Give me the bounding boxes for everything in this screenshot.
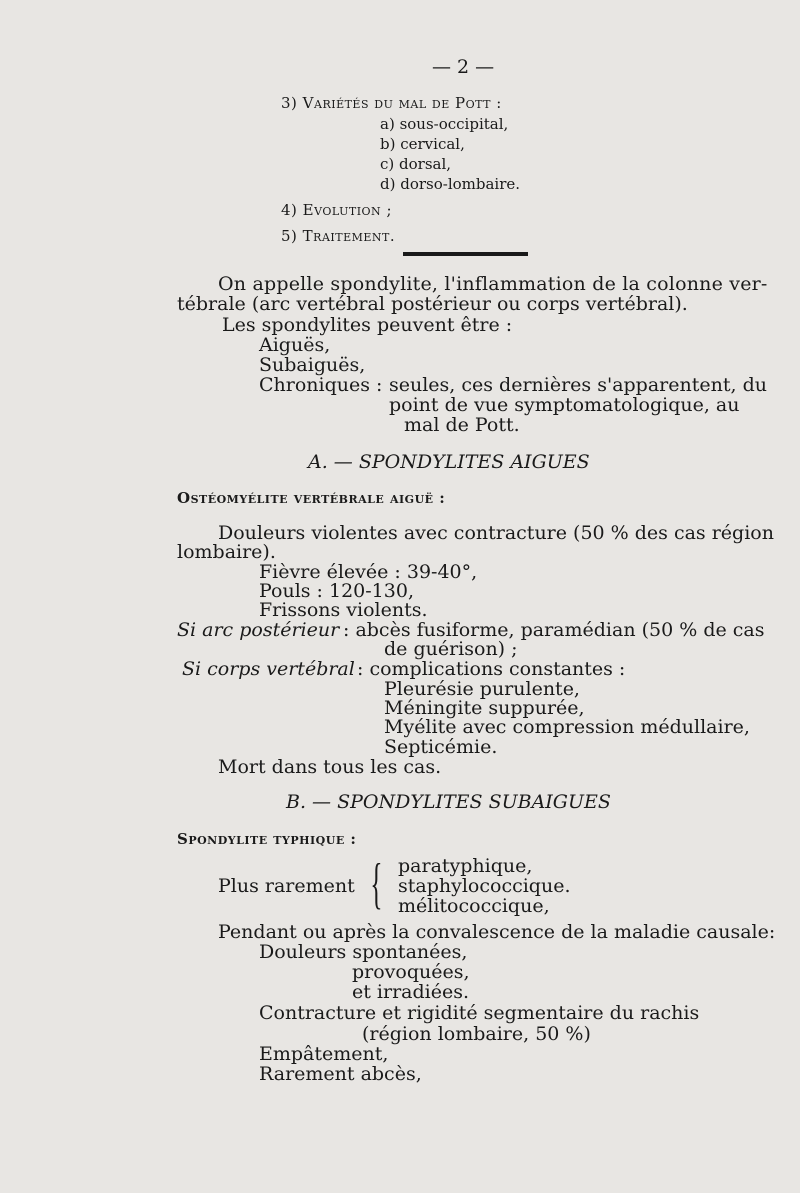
outline-sub-b: b) cervical, [380, 135, 465, 153]
section-b-line-7: Empâtement, [259, 1043, 389, 1065]
section-b-line-1: Pendant ou après la convalescence de la maladie causale: [218, 921, 776, 943]
section-a-subheading: Ostéomyélite vertébrale aiguë : [177, 489, 446, 507]
section-a-line-6-text: : abcès fusiforme, paramédian (50 % de cas [343, 619, 765, 641]
rarely-label: Plus rarement [218, 875, 355, 897]
section-a-line-8-label: Si corps vertébral [182, 658, 355, 680]
intro-chronic-note-2: point de vue symptomatologique, au [389, 394, 740, 416]
section-a-line-6-label: Si arc postérieur [177, 619, 340, 641]
section-a-line-1: Douleurs violentes avec contracture (50 % des cas région [218, 522, 774, 544]
page-number: — 2 — [432, 56, 495, 78]
outline-item-5: 5) Traitement. [281, 227, 396, 245]
outline-item-3: 3) Variétés du mal de Pott : [281, 94, 502, 112]
intro-line-2: tébrale (arc vertébral postérieur ou corps vertébral). [177, 293, 688, 315]
section-divider [403, 252, 528, 256]
intro-line-3: Les spondylites peuvent être : [222, 314, 513, 336]
section-b-line-8: Rarement abcès, [259, 1063, 422, 1085]
intro-type-subacute: Subaiguës, [259, 354, 366, 376]
section-a-line-7: de guérison) ; [384, 638, 518, 660]
outline-sub-d: d) dorso-lombaire. [380, 175, 521, 193]
section-b-subheading: Spondylite typhique : [177, 830, 357, 848]
section-a-line-3: Fièvre élevée : 39-40°, [259, 561, 478, 583]
section-a-line-2: lombaire). [177, 541, 276, 563]
section-b-line-2: Douleurs spontanées, [259, 941, 468, 963]
outline-sub-c: c) dorsal, [380, 155, 452, 173]
outline-item-4: 4) Evolution ; [281, 201, 393, 219]
intro-line-1: On appelle spondylite, l'inflammation de la colonne ver- [218, 273, 768, 295]
section-b-line-4: et irradiées. [352, 981, 470, 1003]
section-b-line-6: (région lombaire, 50 %) [362, 1023, 591, 1045]
complication-1: Pleurésie purulente, [384, 678, 580, 700]
intro-type-chronic: Chroniques : [259, 374, 383, 396]
complication-2: Méningite suppurée, [384, 697, 585, 719]
intro-type-acute: Aiguës, [259, 334, 331, 356]
section-a-line-4: Pouls : 120-130, [259, 580, 414, 602]
brace-icon: { [370, 853, 383, 915]
section-a-line-8-text: : complications constantes : [357, 658, 626, 680]
complication-3: Myélite avec compression médullaire, [384, 716, 750, 738]
section-a-title: A. — SPONDYLITES AIGUES [308, 451, 590, 473]
section-b-line-3: provoquées, [352, 961, 470, 983]
rarely-item-1: paratyphique, [398, 855, 533, 877]
intro-chronic-note-3: mal de Pott. [404, 414, 520, 436]
outline-sub-a: a) sous-occipital, [380, 115, 509, 133]
complication-4: Septicémie. [384, 736, 498, 758]
section-a-line-9: Mort dans tous les cas. [218, 756, 442, 778]
rarely-item-3: mélitococcique, [398, 895, 550, 917]
intro-chronic-note-1: seules, ces dernières s'apparentent, du [389, 374, 767, 396]
section-b-title: B. — SPONDYLITES SUBAIGUES [286, 791, 611, 813]
section-b-line-5: Contracture et rigidité segmentaire du rachis [259, 1002, 700, 1024]
section-a-line-5: Frissons violents. [259, 599, 428, 621]
rarely-item-2: staphylococcique. [398, 875, 571, 897]
